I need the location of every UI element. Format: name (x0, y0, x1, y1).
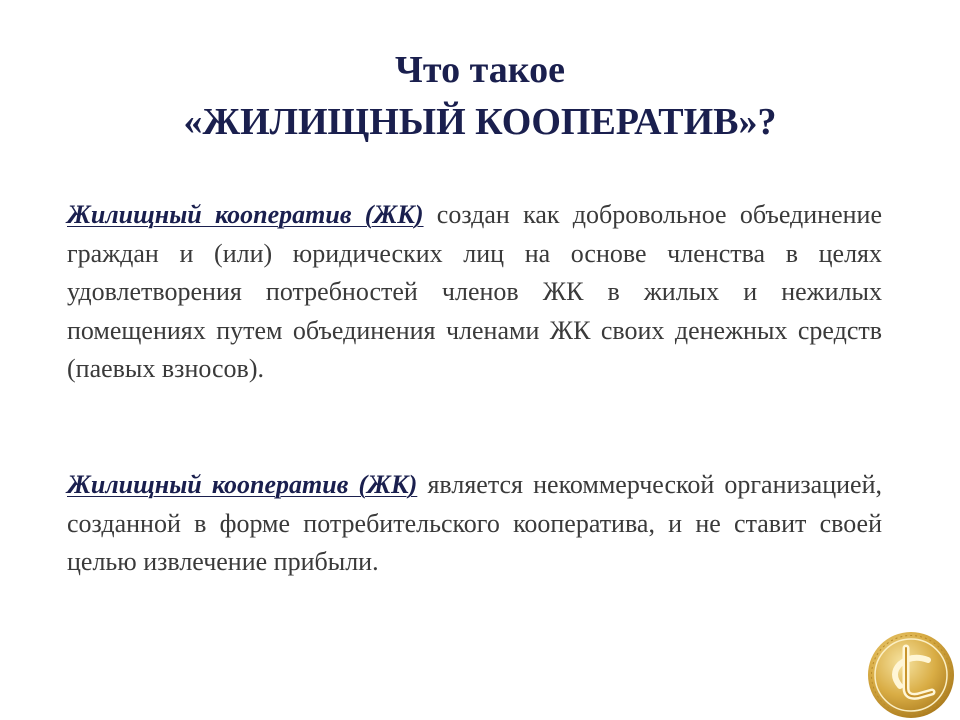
paragraph-text: создан как добровольное объединение граждан и (или) юридических лиц на основе членства в целях удовлетворения потребностей членов ЖК в жилых и нежилых помещениях путем объединения членами ЖК своих денежных средств (паевых взносов). (67, 200, 883, 383)
definition-paragraph-1 (67, 196, 882, 389)
title-line-2: «ЖИЛИЩНЫЙ КООПЕРАТИВ»? (183, 101, 777, 143)
paragraph-text: является некоммерческой организацией, созданной в форме потребительского кооператива, и не ставит своей целью извлечение прибыли. (67, 470, 882, 576)
term-label: Жилищный кооператив (ЖК) (67, 470, 418, 499)
definition-paragraph-2 (67, 466, 882, 582)
gold-emblem-icon (866, 630, 956, 720)
title-line-1: Что такое (395, 49, 565, 91)
term-label: Жилищный кооператив (ЖК) (67, 200, 424, 229)
slide-title (0, 44, 960, 148)
